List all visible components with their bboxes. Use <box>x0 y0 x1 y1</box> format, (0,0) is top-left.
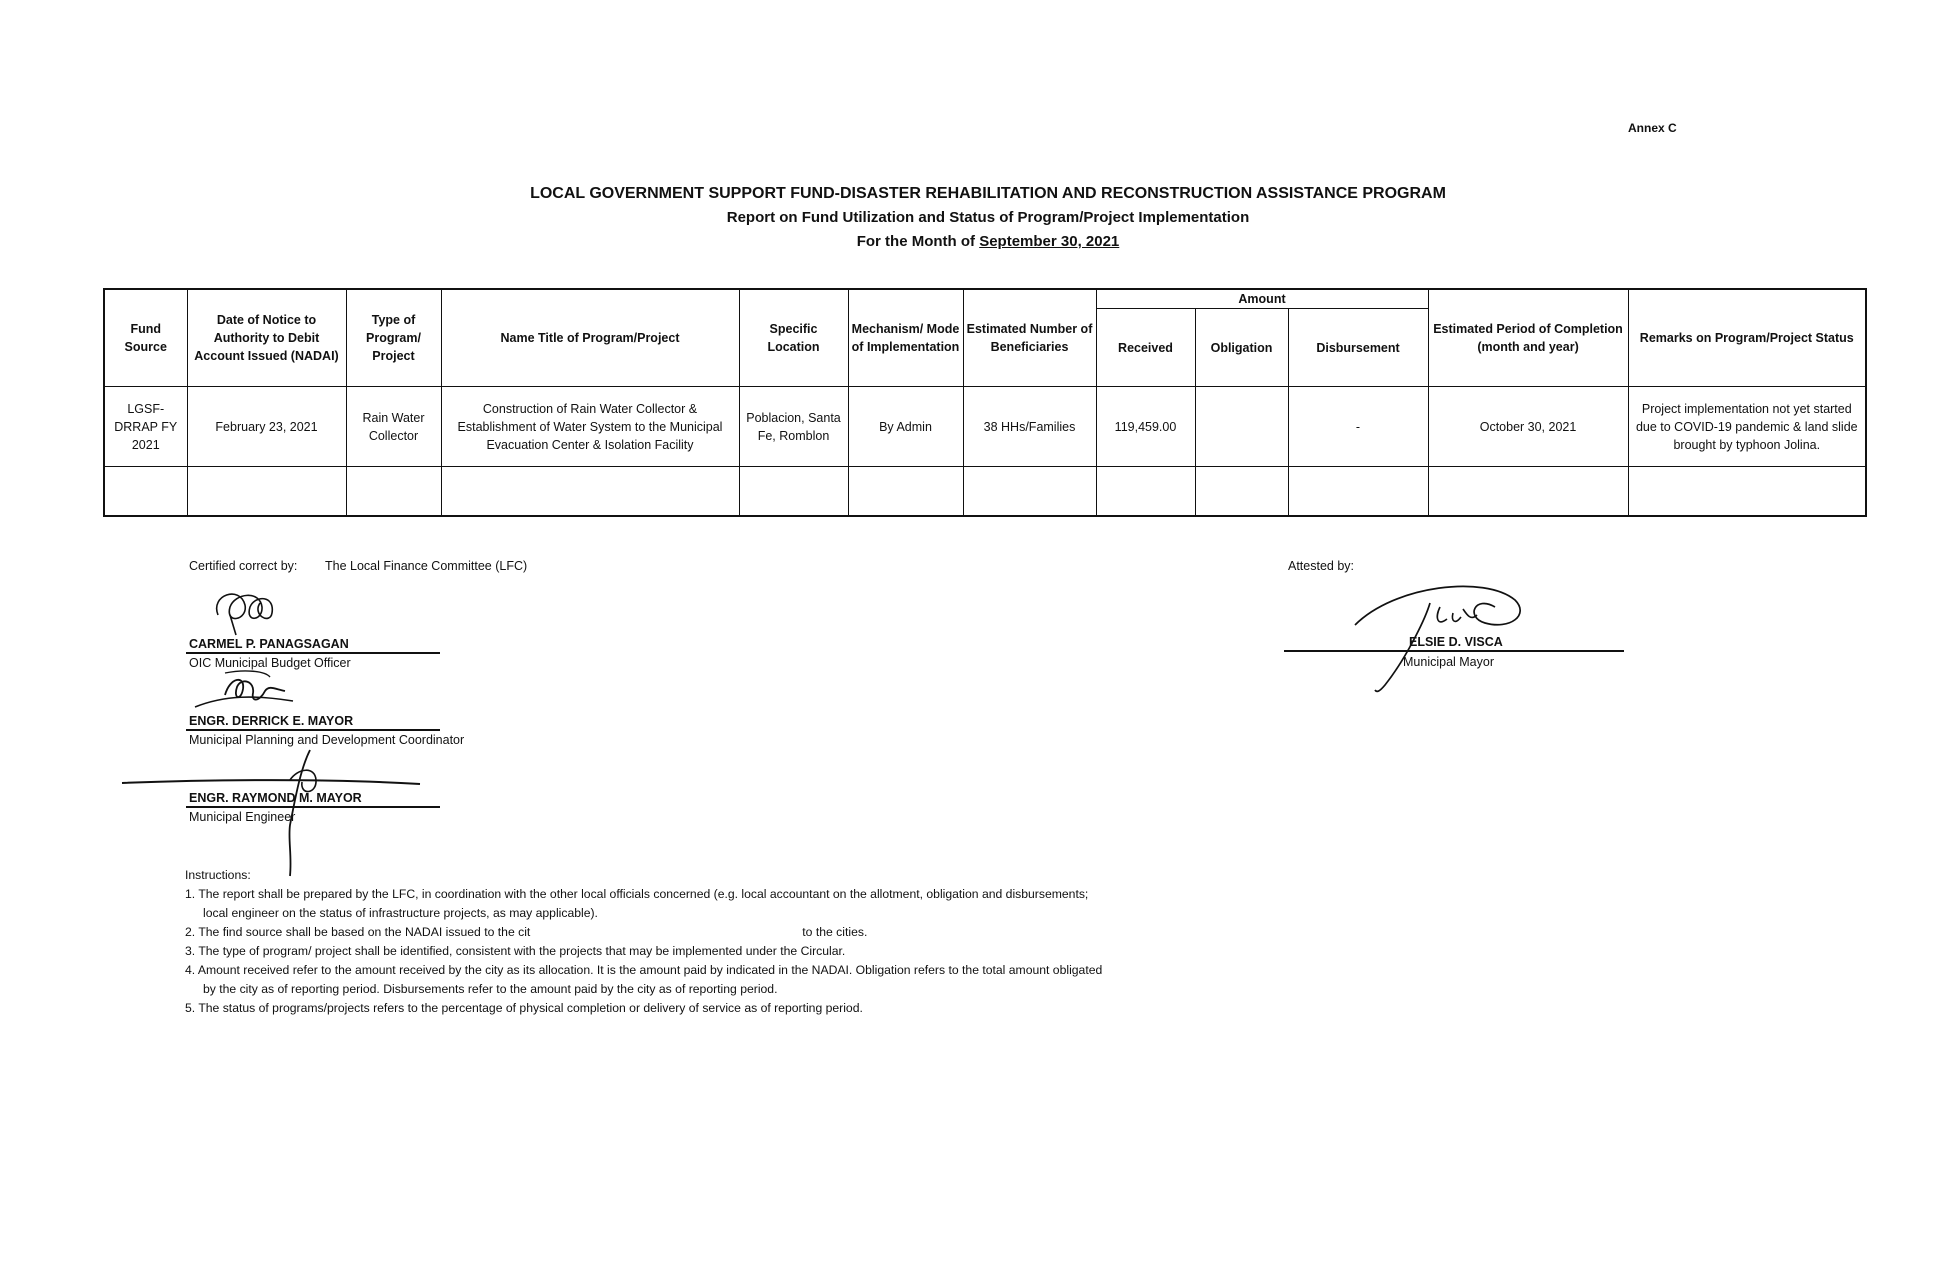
signatory-role-1: OIC Municipal Budget Officer <box>189 656 351 670</box>
table-header-row <box>104 289 1866 309</box>
col-beneficiaries: Estimated Number of Beneficiaries <box>963 289 1096 387</box>
committee-name: The Local Finance Committee (LFC) <box>325 559 528 573</box>
signature-visca <box>1335 575 1535 695</box>
signatory-name-3: ENGR. RAYMOND M. MAYOR <box>189 791 362 805</box>
signature-derrick-mayor <box>185 665 305 720</box>
attester-role: Municipal Mayor <box>1403 655 1495 669</box>
instruction-5: 5. The status of programs/projects refers to the percentage of physical completion or delivery of service as of reporting period. <box>185 1001 863 1015</box>
cell-date-notice: February 23, 2021 <box>187 387 346 467</box>
empty-cell <box>346 467 441 517</box>
signature-line-1 <box>186 652 440 654</box>
report-subtitle: Report on Fund Utilization and Status of Program/Project Implementation <box>726 209 1250 226</box>
cell-remarks: Project implementation not yet started due to COVID-19 pandemic & land slide brought by typhoon Jolina. <box>1628 387 1866 467</box>
instruction-2-part2: to the cities. <box>802 925 868 939</box>
instruction-1-cont: local engineer on the status of infrastructure projects, as may applicable). <box>203 906 598 920</box>
signatory-role-3: Municipal Engineer <box>189 810 296 824</box>
cell-disbursement: - <box>1288 387 1428 467</box>
instruction-4-cont: by the city as of reporting period. Disbursements refer to the amount paid by the city as of reporting period. <box>203 982 778 996</box>
reporting-period-date: September 30, 2021 <box>979 233 1120 250</box>
empty-cell <box>848 467 963 517</box>
table-row <box>104 387 1866 467</box>
col-mechanism: Mechanism/ Mode of Implementation <box>848 289 963 387</box>
col-amount: Amount <box>1096 289 1428 309</box>
empty-cell <box>187 467 346 517</box>
instructions <box>185 866 1102 1018</box>
reporting-period-prefix: For the Month of <box>856 233 976 250</box>
col-disbursement: Disbursement <box>1288 309 1428 387</box>
signature-raymond-mayor <box>120 740 440 880</box>
col-type: Type of Program/ Project <box>346 289 441 387</box>
instruction-3: 3. The type of program/ project shall be identified, consistent with the projects that may be implemented under the Circular. <box>185 944 846 958</box>
instruction-2 <box>185 923 1102 942</box>
empty-cell <box>1288 467 1428 517</box>
instruction-2-part1: 2. The find source shall be based on the NADAI issued to the cit <box>185 925 531 939</box>
reporting-period <box>0 230 1944 254</box>
col-received: Received <box>1096 309 1195 387</box>
cell-obligation <box>1195 387 1288 467</box>
cell-mechanism: By Admin <box>848 387 963 467</box>
cell-received: 119,459.00 <box>1096 387 1195 467</box>
signatory-name-2: ENGR. DERRICK E. MAYOR <box>189 714 354 728</box>
instructions-title: Instructions: <box>185 868 251 882</box>
empty-cell <box>739 467 848 517</box>
certified-label: Certified correct by: <box>189 559 298 573</box>
instruction-1: 1. The report shall be prepared by the LFC, in coordination with the other local officials concerned (e.g. local accountant on the allotment, obligation and disbursements; <box>185 887 1089 901</box>
col-fund-source: Fund Source <box>104 289 187 387</box>
signature-panagsagan <box>200 585 290 645</box>
table-row-empty <box>104 467 1866 517</box>
col-location: Specific Location <box>739 289 848 387</box>
cell-beneficiaries: 38 HHs/Families <box>963 387 1096 467</box>
signatory-role-2: Municipal Planning and Development Coordinator <box>189 733 465 747</box>
empty-cell <box>1428 467 1628 517</box>
empty-cell <box>1628 467 1866 517</box>
attested-label: Attested by: <box>1288 559 1355 573</box>
empty-cell <box>963 467 1096 517</box>
empty-cell <box>1195 467 1288 517</box>
annex-label: Annex C <box>1628 121 1677 135</box>
cell-name-title: Construction of Rain Water Collector & Establishment of Water System to the Municipal Evacuation Center & Isolation Facility <box>441 387 739 467</box>
attester-name: ELSIE D. VISCA <box>1409 635 1503 649</box>
col-obligation: Obligation <box>1195 309 1288 387</box>
signature-line-2 <box>186 729 440 731</box>
empty-cell <box>104 467 187 517</box>
instruction-4: 4. Amount received refer to the amount received by the city as its allocation. It is the amount paid by indicated in the NADAI. Obligation refers to the total amount obligated <box>185 963 1103 977</box>
col-name-title: Name Title of Program/Project <box>441 289 739 387</box>
cell-location: Poblacion, Santa Fe, Romblon <box>739 387 848 467</box>
fund-utilization-table <box>103 288 1867 517</box>
cell-type: Rain Water Collector <box>346 387 441 467</box>
signatory-name-1: CARMEL P. PANAGSAGAN <box>189 637 349 651</box>
empty-cell <box>441 467 739 517</box>
cell-fund-source: LGSF-DRRAP FY 2021 <box>104 387 187 467</box>
empty-cell <box>1096 467 1195 517</box>
cell-completion: October 30, 2021 <box>1428 387 1628 467</box>
col-remarks: Remarks on Program/Project Status <box>1628 289 1866 387</box>
col-date-notice: Date of Notice to Authority to Debit Account Issued (NADAI) <box>187 289 346 387</box>
report-header <box>0 182 1944 254</box>
col-completion: Estimated Period of Completion (month and year) <box>1428 289 1628 387</box>
program-title: LOCAL GOVERNMENT SUPPORT FUND-DISASTER REHABILITATION AND RECONSTRUCTION ASSISTANCE PROGRAM <box>530 185 1446 202</box>
